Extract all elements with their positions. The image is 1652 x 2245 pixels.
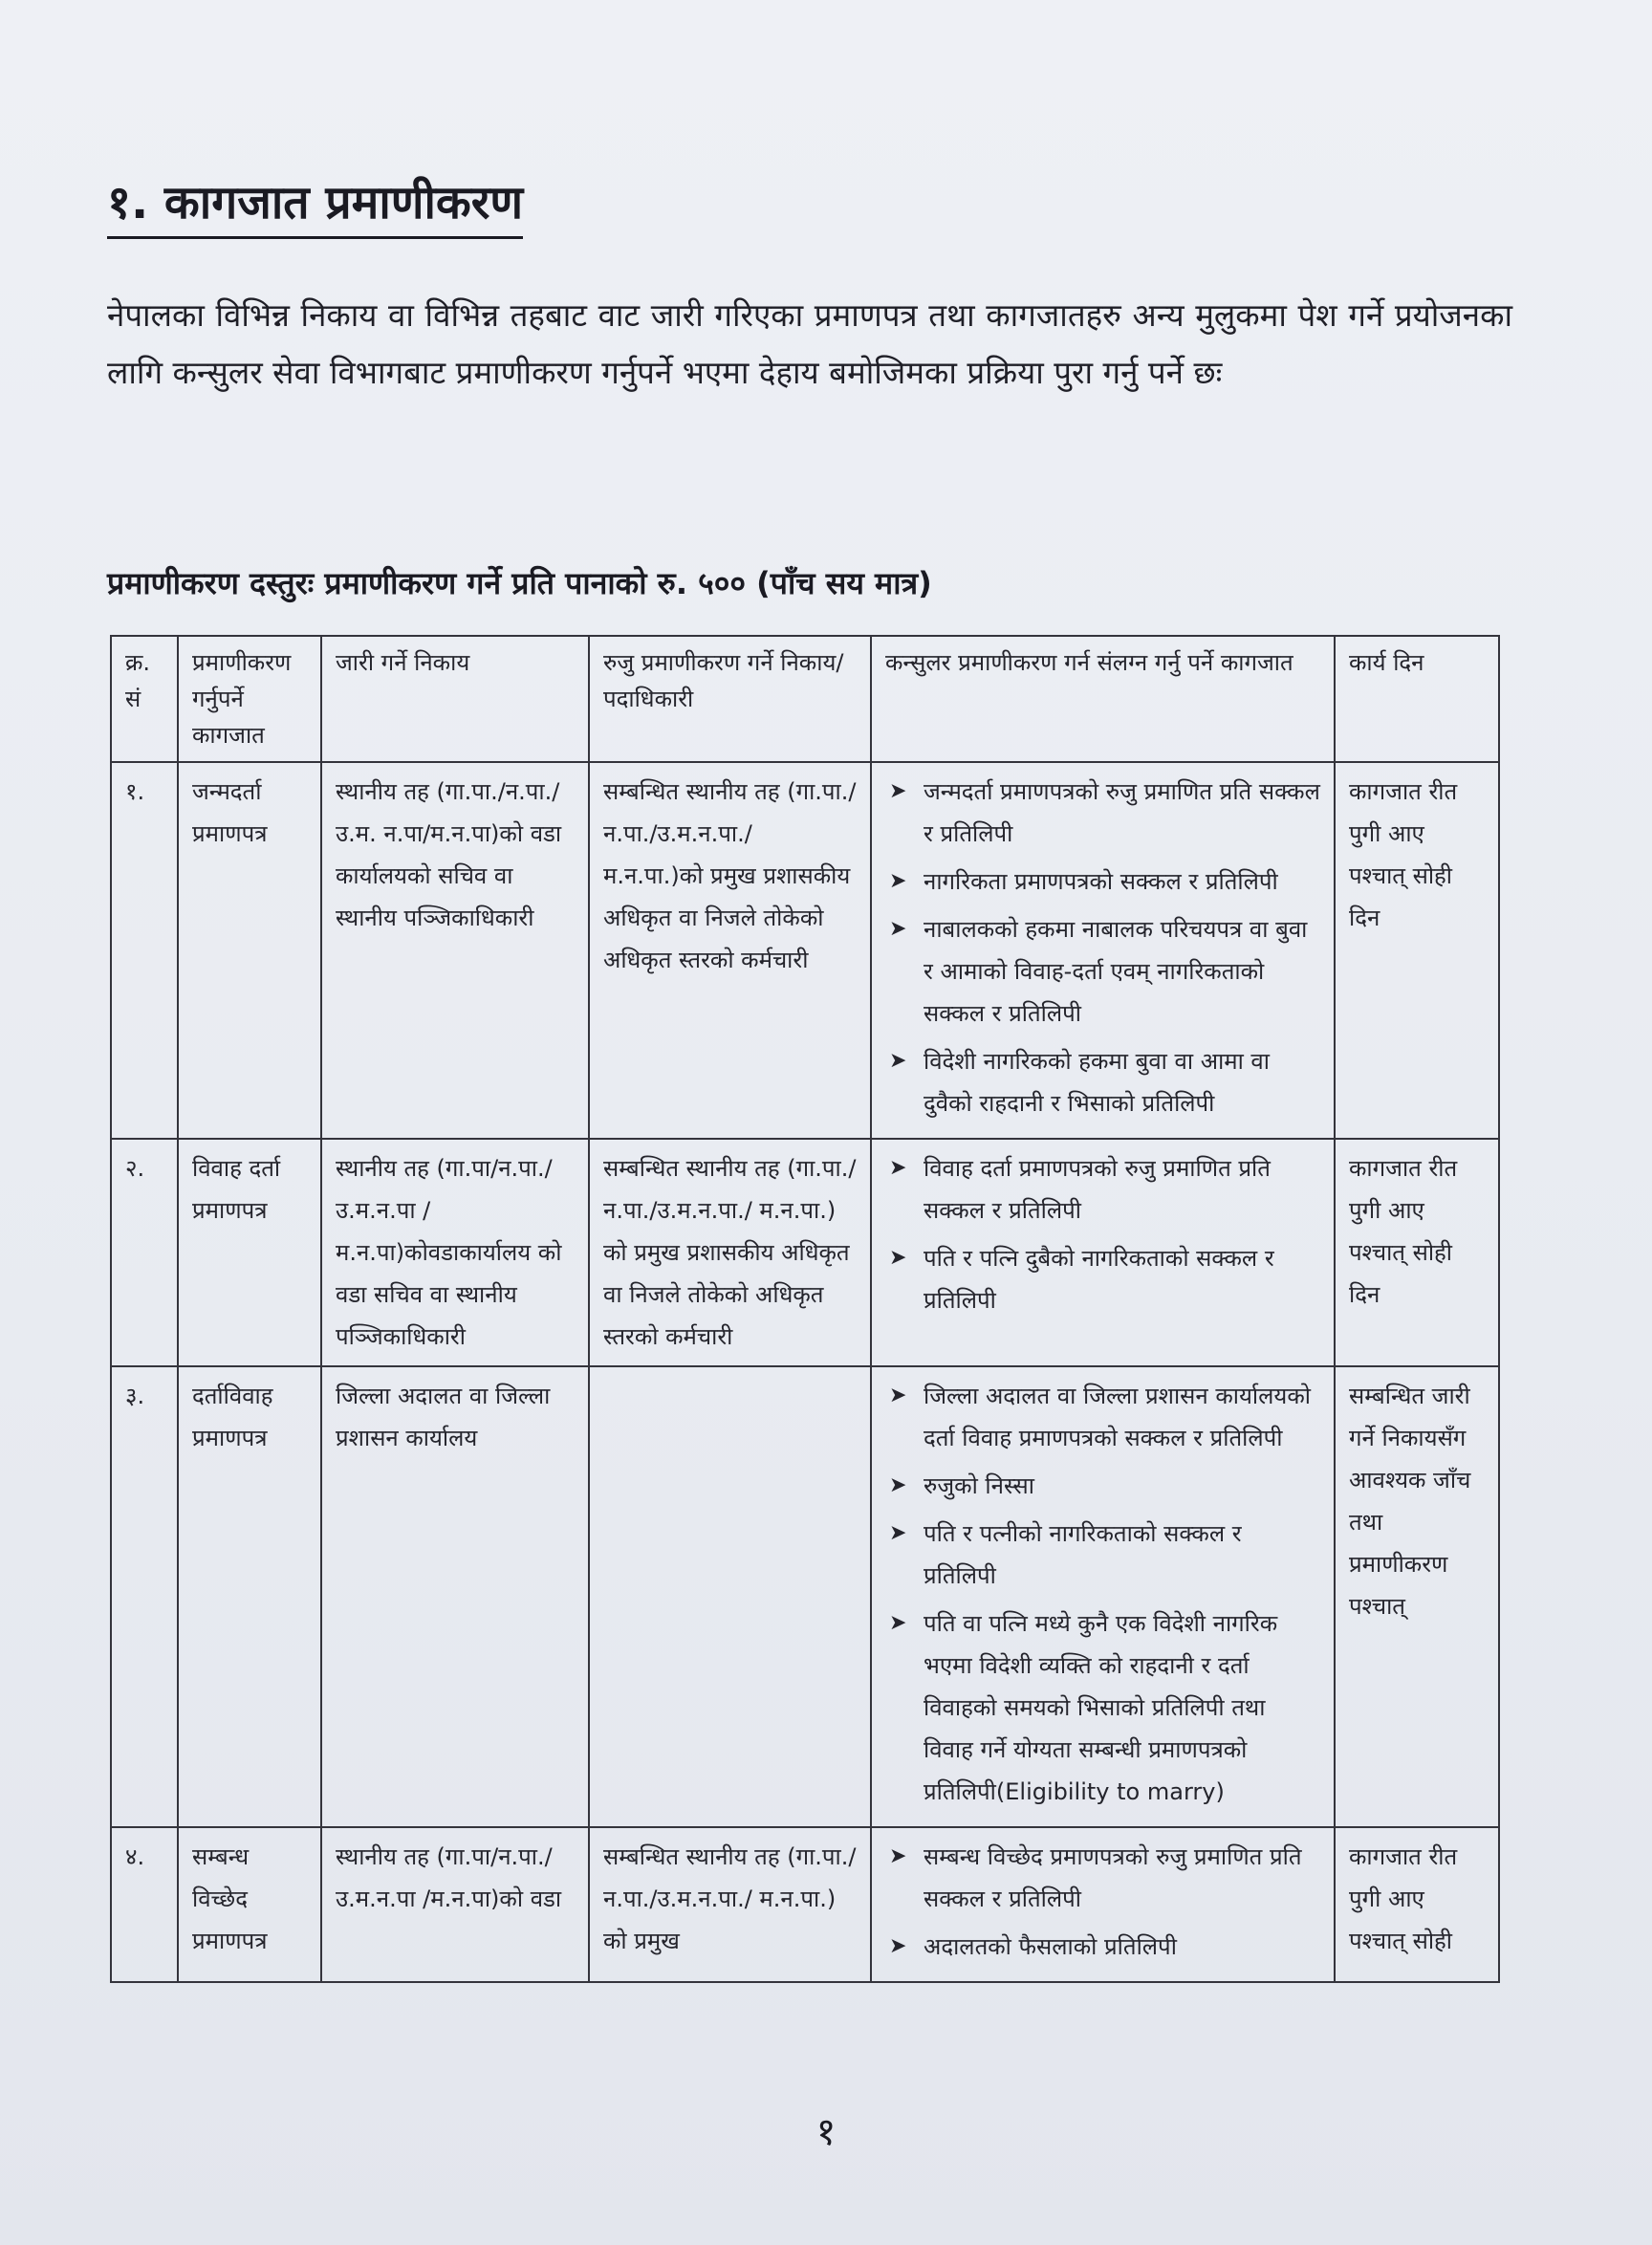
list-item-text: सम्बन्ध विच्छेद प्रमाणपत्रको रुजु प्रमाणित प्रति सक्कल र प्रतिलिपी — [924, 1843, 1302, 1912]
arrow-bullet-icon: ➤ — [889, 1934, 907, 1958]
header-document: प्रमाणीकरण गर्नुपर्ने कागजात — [178, 636, 321, 762]
cell-attachments — [871, 1139, 1335, 1366]
cell-attachments — [871, 1827, 1335, 1982]
cell-verifier: सम्बन्धित स्थानीय तह (गा.पा./न.पा./उ.म.न.पा./ म.न.पा.) को प्रमुख प्रशासकीय अधिकृत वा निजले तोकेको अधिकृत स्तरको कर्मचारी — [589, 1139, 871, 1366]
authentication-table — [110, 635, 1500, 1983]
cell-issuer: स्थानीय तह (गा.पा./न.पा./उ.म. न.पा/म.न.पा)को वडा कार्यालयको सचिव वा स्थानीय पञ्जिकाधिकारी — [321, 762, 589, 1139]
cell-attachments — [871, 762, 1335, 1139]
cell-attachments — [871, 1366, 1335, 1827]
cell-verifier: सम्बन्धित स्थानीय तह (गा.पा./न.पा./उ.म.न.पा./ म.न.पा.) को प्रमुख — [589, 1827, 871, 1982]
arrow-bullet-icon: ➤ — [889, 1384, 907, 1407]
cell-verifier: सम्बन्धित स्थानीय तह (गा.पा./न.पा./उ.म.न.पा./ म.न.पा.)को प्रमुख प्रशासकीय अधिकृत वा निजले तोकेको अधिकृत स्तरको कर्मचारी — [589, 762, 871, 1139]
cell-working-days: कागजात रीत पुगी आए पश्चात् सोही दिन — [1335, 1139, 1499, 1366]
cell-serial: ३. — [111, 1366, 178, 1827]
list-item — [885, 1465, 1320, 1507]
list-item — [885, 1513, 1320, 1597]
cell-document: विवाह दर्ता प्रमाणपत्र — [178, 1139, 321, 1366]
intro-paragraph: नेपालका विभिन्न निकाय वा विभिन्न तहबाट वाट जारी गरिएका प्रमाणपत्र तथा कागजातहरु अन्य मुलुकमा पेश गर्ने प्रयोजनका लागि कन्सुलर सेवा विभागबाट प्रमाणीकरण गर्नुपर्ने भएमा देहाय बमोजिमका प्रक्रिया पुरा गर्नु पर्ने छः — [107, 296, 1512, 391]
list-item — [885, 1926, 1320, 1968]
cell-document: सम्बन्ध विच्छेद प्रमाणपत्र — [178, 1827, 321, 1982]
cell-document: जन्मदर्ता प्रमाणपत्र — [178, 762, 321, 1139]
arrow-bullet-icon: ➤ — [889, 1049, 907, 1073]
arrow-bullet-icon: ➤ — [889, 869, 907, 893]
attachment-list — [885, 1147, 1320, 1321]
list-item — [885, 861, 1320, 903]
cell-issuer: जिल्ला अदालत वा जिल्ला प्रशासन कार्यालय — [321, 1366, 589, 1827]
list-item — [885, 1602, 1320, 1813]
header-attachments: कन्सुलर प्रमाणीकरण गर्न संलग्न गर्नु पर्ने कागजात — [871, 636, 1335, 762]
header-working-days: कार्य दिन — [1335, 636, 1499, 762]
section-heading: १. कागजात प्रमाणीकरण — [107, 170, 523, 239]
attachment-list — [885, 1836, 1320, 1968]
cell-serial: १. — [111, 762, 178, 1139]
table-row — [111, 1139, 1499, 1366]
list-item — [885, 1836, 1320, 1920]
list-item-text: नाबालकको हकमा नाबालक परिचयपत्र वा बुवा र आमाको विवाह-दर्ता एवम् नागरिकताको सक्कल र प्रतिलिपी — [924, 916, 1308, 1027]
cell-working-days: कागजात रीत पुगी आए पश्चात् सोही — [1335, 1827, 1499, 1982]
list-item-text: पति वा पत्नि मध्ये कुनै एक विदेशी नागरिक भएमा विदेशी व्यक्ति को राहदानी र दर्ता विवाहको समयको भिसाको प्रतिलिपी तथा विवाह गर्ने योग्यता सम्बन्धी प्रमाणपत्रको प्रतिलिपी(Eligibility to marry) — [924, 1610, 1278, 1805]
list-item — [885, 908, 1320, 1035]
attachment-list — [885, 771, 1320, 1124]
arrow-bullet-icon: ➤ — [889, 1156, 907, 1180]
cell-working-days: कागजात रीत पुगी आए पश्चात् सोही दिन — [1335, 762, 1499, 1139]
arrow-bullet-icon: ➤ — [889, 1246, 907, 1270]
list-item-text: रुजुको निस्सा — [924, 1472, 1034, 1499]
header-verifier: रुजु प्रमाणीकरण गर्ने निकाय/ पदाधिकारी — [589, 636, 871, 762]
arrow-bullet-icon: ➤ — [889, 917, 907, 941]
table-row — [111, 1366, 1499, 1827]
cell-issuer: स्थानीय तह (गा.पा/न.पा./उ.म.न.पा /म.न.पा)कोवडाकार्यालय को वडा सचिव वा स्थानीय पञ्जिकाधिकारी — [321, 1139, 589, 1366]
list-item-text: विदेशी नागरिकको हकमा बुवा वा आमा वा दुवैको राहदानी र भिसाको प्रतिलिपी — [924, 1048, 1270, 1117]
fee-statement: प्रमाणीकरण दस्तुरः प्रमाणीकरण गर्ने प्रति पानाको रु. ५०० (पाँच सय मात्र) — [107, 565, 932, 601]
arrow-bullet-icon: ➤ — [889, 1611, 907, 1635]
arrow-bullet-icon: ➤ — [889, 1844, 907, 1868]
list-item — [885, 1147, 1320, 1231]
header-issuer: जारी गर्ने निकाय — [321, 636, 589, 762]
list-item — [885, 1375, 1320, 1459]
list-item — [885, 771, 1320, 855]
arrow-bullet-icon: ➤ — [889, 779, 907, 803]
list-item-text: जन्मदर्ता प्रमाणपत्रको रुजु प्रमाणित प्रति सक्कल र प्रतिलिपी — [924, 778, 1320, 847]
list-item-text: पति र पत्नीको नागरिकताको सक्कल र प्रतिलिपी — [924, 1520, 1242, 1589]
cell-serial: ४. — [111, 1827, 178, 1982]
cell-working-days: सम्बन्धित जारी गर्ने निकायसँग आवश्यक जाँच तथा प्रमाणीकरण पश्चात् — [1335, 1366, 1499, 1827]
page-number: १ — [815, 2110, 837, 2154]
cell-serial: २. — [111, 1139, 178, 1366]
list-item — [885, 1040, 1320, 1124]
cell-document: दर्ताविवाह प्रमाणपत्र — [178, 1366, 321, 1827]
header-serial: क्र. सं — [111, 636, 178, 762]
list-item-text: नागरिकता प्रमाणपत्रको सक्कल र प्रतिलिपी — [924, 868, 1278, 895]
arrow-bullet-icon: ➤ — [889, 1473, 907, 1497]
list-item — [885, 1237, 1320, 1321]
list-item-text: जिल्ला अदालत वा जिल्ला प्रशासन कार्यालयको दर्ता विवाह प्रमाणपत्रको सक्कल र प्रतिलिपी — [924, 1383, 1311, 1451]
table-row — [111, 762, 1499, 1139]
table-header-row — [111, 636, 1499, 762]
arrow-bullet-icon: ➤ — [889, 1521, 907, 1545]
list-item-text: विवाह दर्ता प्रमाणपत्रको रुजु प्रमाणित प्रति सक्कल र प्रतिलिपी — [924, 1155, 1271, 1224]
cell-verifier — [589, 1366, 871, 1827]
list-item-text: पति र पत्नि दुबैको नागरिकताको सक्कल र प्रतिलिपी — [924, 1245, 1274, 1314]
cell-issuer: स्थानीय तह (गा.पा/न.पा./उ.म.न.पा /म.न.पा)को वडा — [321, 1827, 589, 1982]
table-row — [111, 1827, 1499, 1982]
list-item-text: अदालतको फैसलाको प्रतिलिपी — [924, 1933, 1177, 1960]
attachment-list — [885, 1375, 1320, 1813]
